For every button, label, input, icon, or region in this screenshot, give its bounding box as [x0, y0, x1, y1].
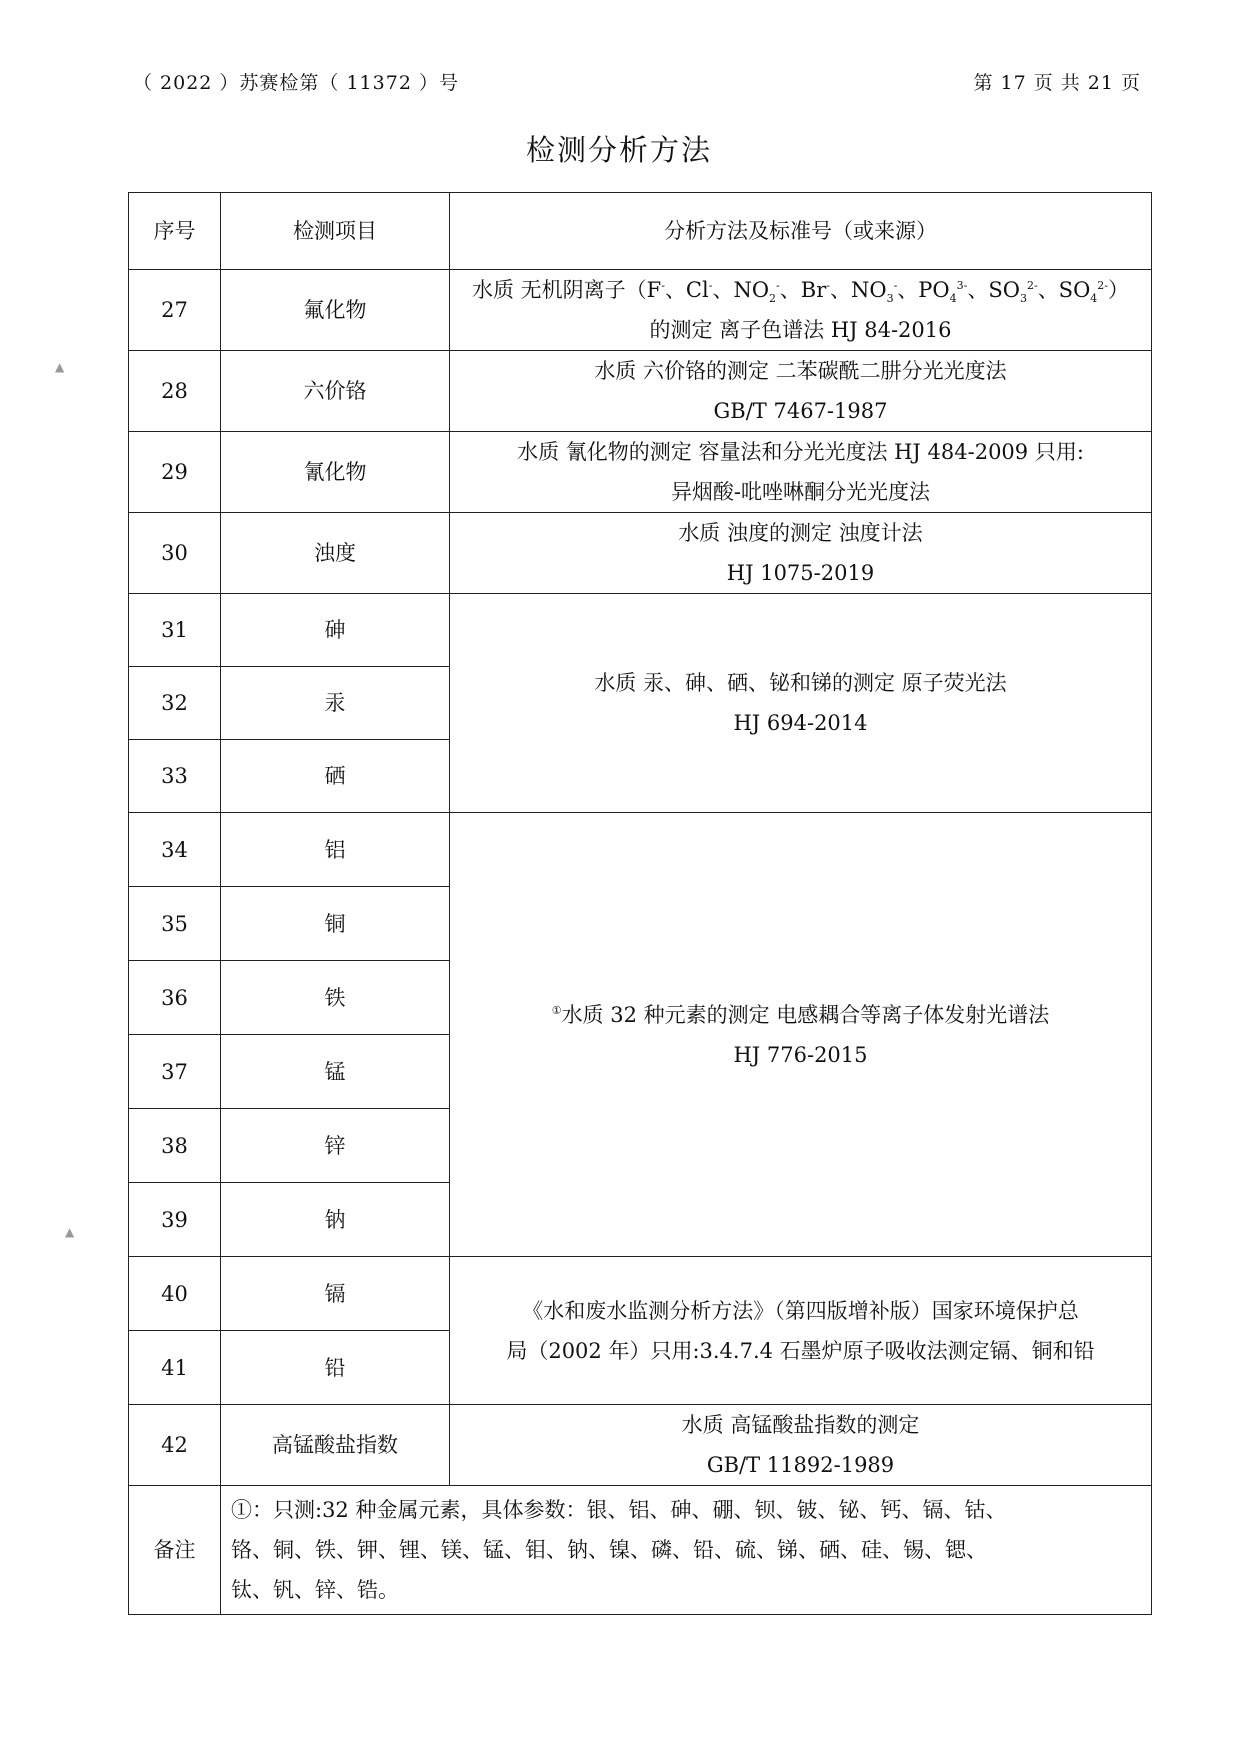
header-no: 序号: [129, 193, 221, 270]
scan-mark: ▲: [55, 360, 65, 374]
table-header-row: [129, 193, 1152, 270]
row-item: 氟化物: [221, 270, 450, 351]
row-no: 37: [129, 1035, 221, 1109]
row-no: 32: [129, 667, 221, 740]
method-line-1: 水质 高锰酸盐指数的测定: [681, 1413, 920, 1437]
row-no: 40: [129, 1257, 221, 1331]
row-no: 27: [129, 270, 221, 351]
footnote-mark: ①: [551, 1003, 562, 1017]
table-row: [129, 432, 1152, 513]
row-item: 镉: [221, 1257, 450, 1331]
row-item: 锌: [221, 1109, 450, 1183]
table-row: [129, 1405, 1152, 1486]
method-line-2: HJ 694-2014: [733, 711, 868, 735]
methods-table: [128, 192, 1152, 1615]
method-line-2: 异烟酸-吡唑啉酮分光光度法: [670, 480, 931, 504]
row-method: [450, 432, 1152, 513]
row-item: 钠: [221, 1183, 450, 1257]
table-row: [129, 513, 1152, 594]
row-method: [450, 270, 1152, 351]
row-no: 29: [129, 432, 221, 513]
page-title: 检测分析方法: [525, 133, 712, 167]
note-line-1: ①：只测:32 种金属元素，具体参数：银、铝、砷、硼、钡、铍、铋、钙、镉、钴、: [231, 1498, 1007, 1522]
row-item: 硒: [221, 740, 450, 813]
row-no: 30: [129, 513, 221, 594]
method-line-1: ①水质 32 种元素的测定 电感耦合等离子体发射光谱法: [551, 1002, 1050, 1027]
method-line-1: 水质 汞、砷、硒、铋和锑的测定 原子荧光法: [594, 671, 1007, 695]
row-method: [450, 594, 1152, 813]
row-no: 33: [129, 740, 221, 813]
note-line-2: 铬、铜、铁、钾、锂、镁、锰、钼、钠、镍、磷、铅、硫、锑、硒、硅、锡、锶、: [231, 1538, 987, 1562]
method-line-1: 水质 无机阴离子（F-、Cl-、$NO_2^-$、Br-、$NO_3^-$、$PO_4^{3-}$、$SO_3^{2-}$、$SO_4^{2-}$）: [471, 278, 1130, 306]
row-no: 34: [129, 813, 221, 887]
row-item: 铅: [221, 1331, 450, 1405]
page-indicator: 第 17 页 共 21 页: [973, 72, 1141, 94]
report-number: （ 2022 ）苏赛检第（ 11372 ）号: [133, 72, 459, 94]
method-line-1: 《水和废水监测分析方法》（第四版增补版）国家环境保护总: [522, 1298, 1079, 1323]
row-item: 铝: [221, 813, 450, 887]
scan-mark: ▲: [65, 1225, 75, 1239]
method-line-1: 水质 六价铬的测定 二苯碳酰二肼分光光度法: [594, 359, 1007, 383]
row-method: [450, 513, 1152, 594]
table-row: [129, 594, 1152, 667]
method-line-2: HJ 776-2015: [733, 1042, 868, 1067]
row-item: 浊度: [221, 513, 450, 594]
header-item: 检测项目: [221, 193, 450, 270]
table-row: [129, 351, 1152, 432]
row-no: 31: [129, 594, 221, 667]
row-item: 砷: [221, 594, 450, 667]
row-item: 铁: [221, 961, 450, 1035]
row-item: 六价铬: [221, 351, 450, 432]
method-line-1: 水质 浊度的测定 浊度计法: [678, 521, 923, 545]
note-label: 备注: [129, 1486, 221, 1615]
table-row: [129, 813, 1152, 887]
row-no: 41: [129, 1331, 221, 1405]
row-no: 42: [129, 1405, 221, 1486]
table-row: [129, 270, 1152, 351]
note-content: [221, 1486, 1152, 1615]
header-method: 分析方法及标准号（或来源）: [450, 193, 1152, 270]
row-method: [450, 813, 1152, 1257]
method-line-2: GB/T 11892-1989: [706, 1453, 895, 1477]
method-line-2: 的测定 离子色谱法 HJ 84-2016: [649, 318, 952, 342]
method-line-2: HJ 1075-2019: [726, 561, 875, 585]
row-no: 28: [129, 351, 221, 432]
row-item: 铜: [221, 887, 450, 961]
row-item: 高锰酸盐指数: [221, 1405, 450, 1486]
row-item: 锰: [221, 1035, 450, 1109]
note-line-3: 钛、钒、锌、锆。: [231, 1578, 399, 1602]
row-no: 38: [129, 1109, 221, 1183]
row-method: [450, 1257, 1152, 1405]
method-line-2: GB/T 7467-1987: [713, 399, 888, 423]
row-no: 39: [129, 1183, 221, 1257]
row-method: [450, 351, 1152, 432]
table-row: [129, 1257, 1152, 1331]
row-no: 35: [129, 887, 221, 961]
row-no: 36: [129, 961, 221, 1035]
method-line-1: 水质 氰化物的测定 容量法和分光光度法 HJ 484-2009 只用:: [517, 440, 1084, 464]
row-item: 汞: [221, 667, 450, 740]
row-item: 氰化物: [221, 432, 450, 513]
note-row: [129, 1486, 1152, 1615]
row-method: [450, 1405, 1152, 1486]
method-line-2: 局（2002 年）只用:3.4.7.4 石墨炉原子吸收法测定镉、铜和铅: [506, 1338, 1095, 1363]
